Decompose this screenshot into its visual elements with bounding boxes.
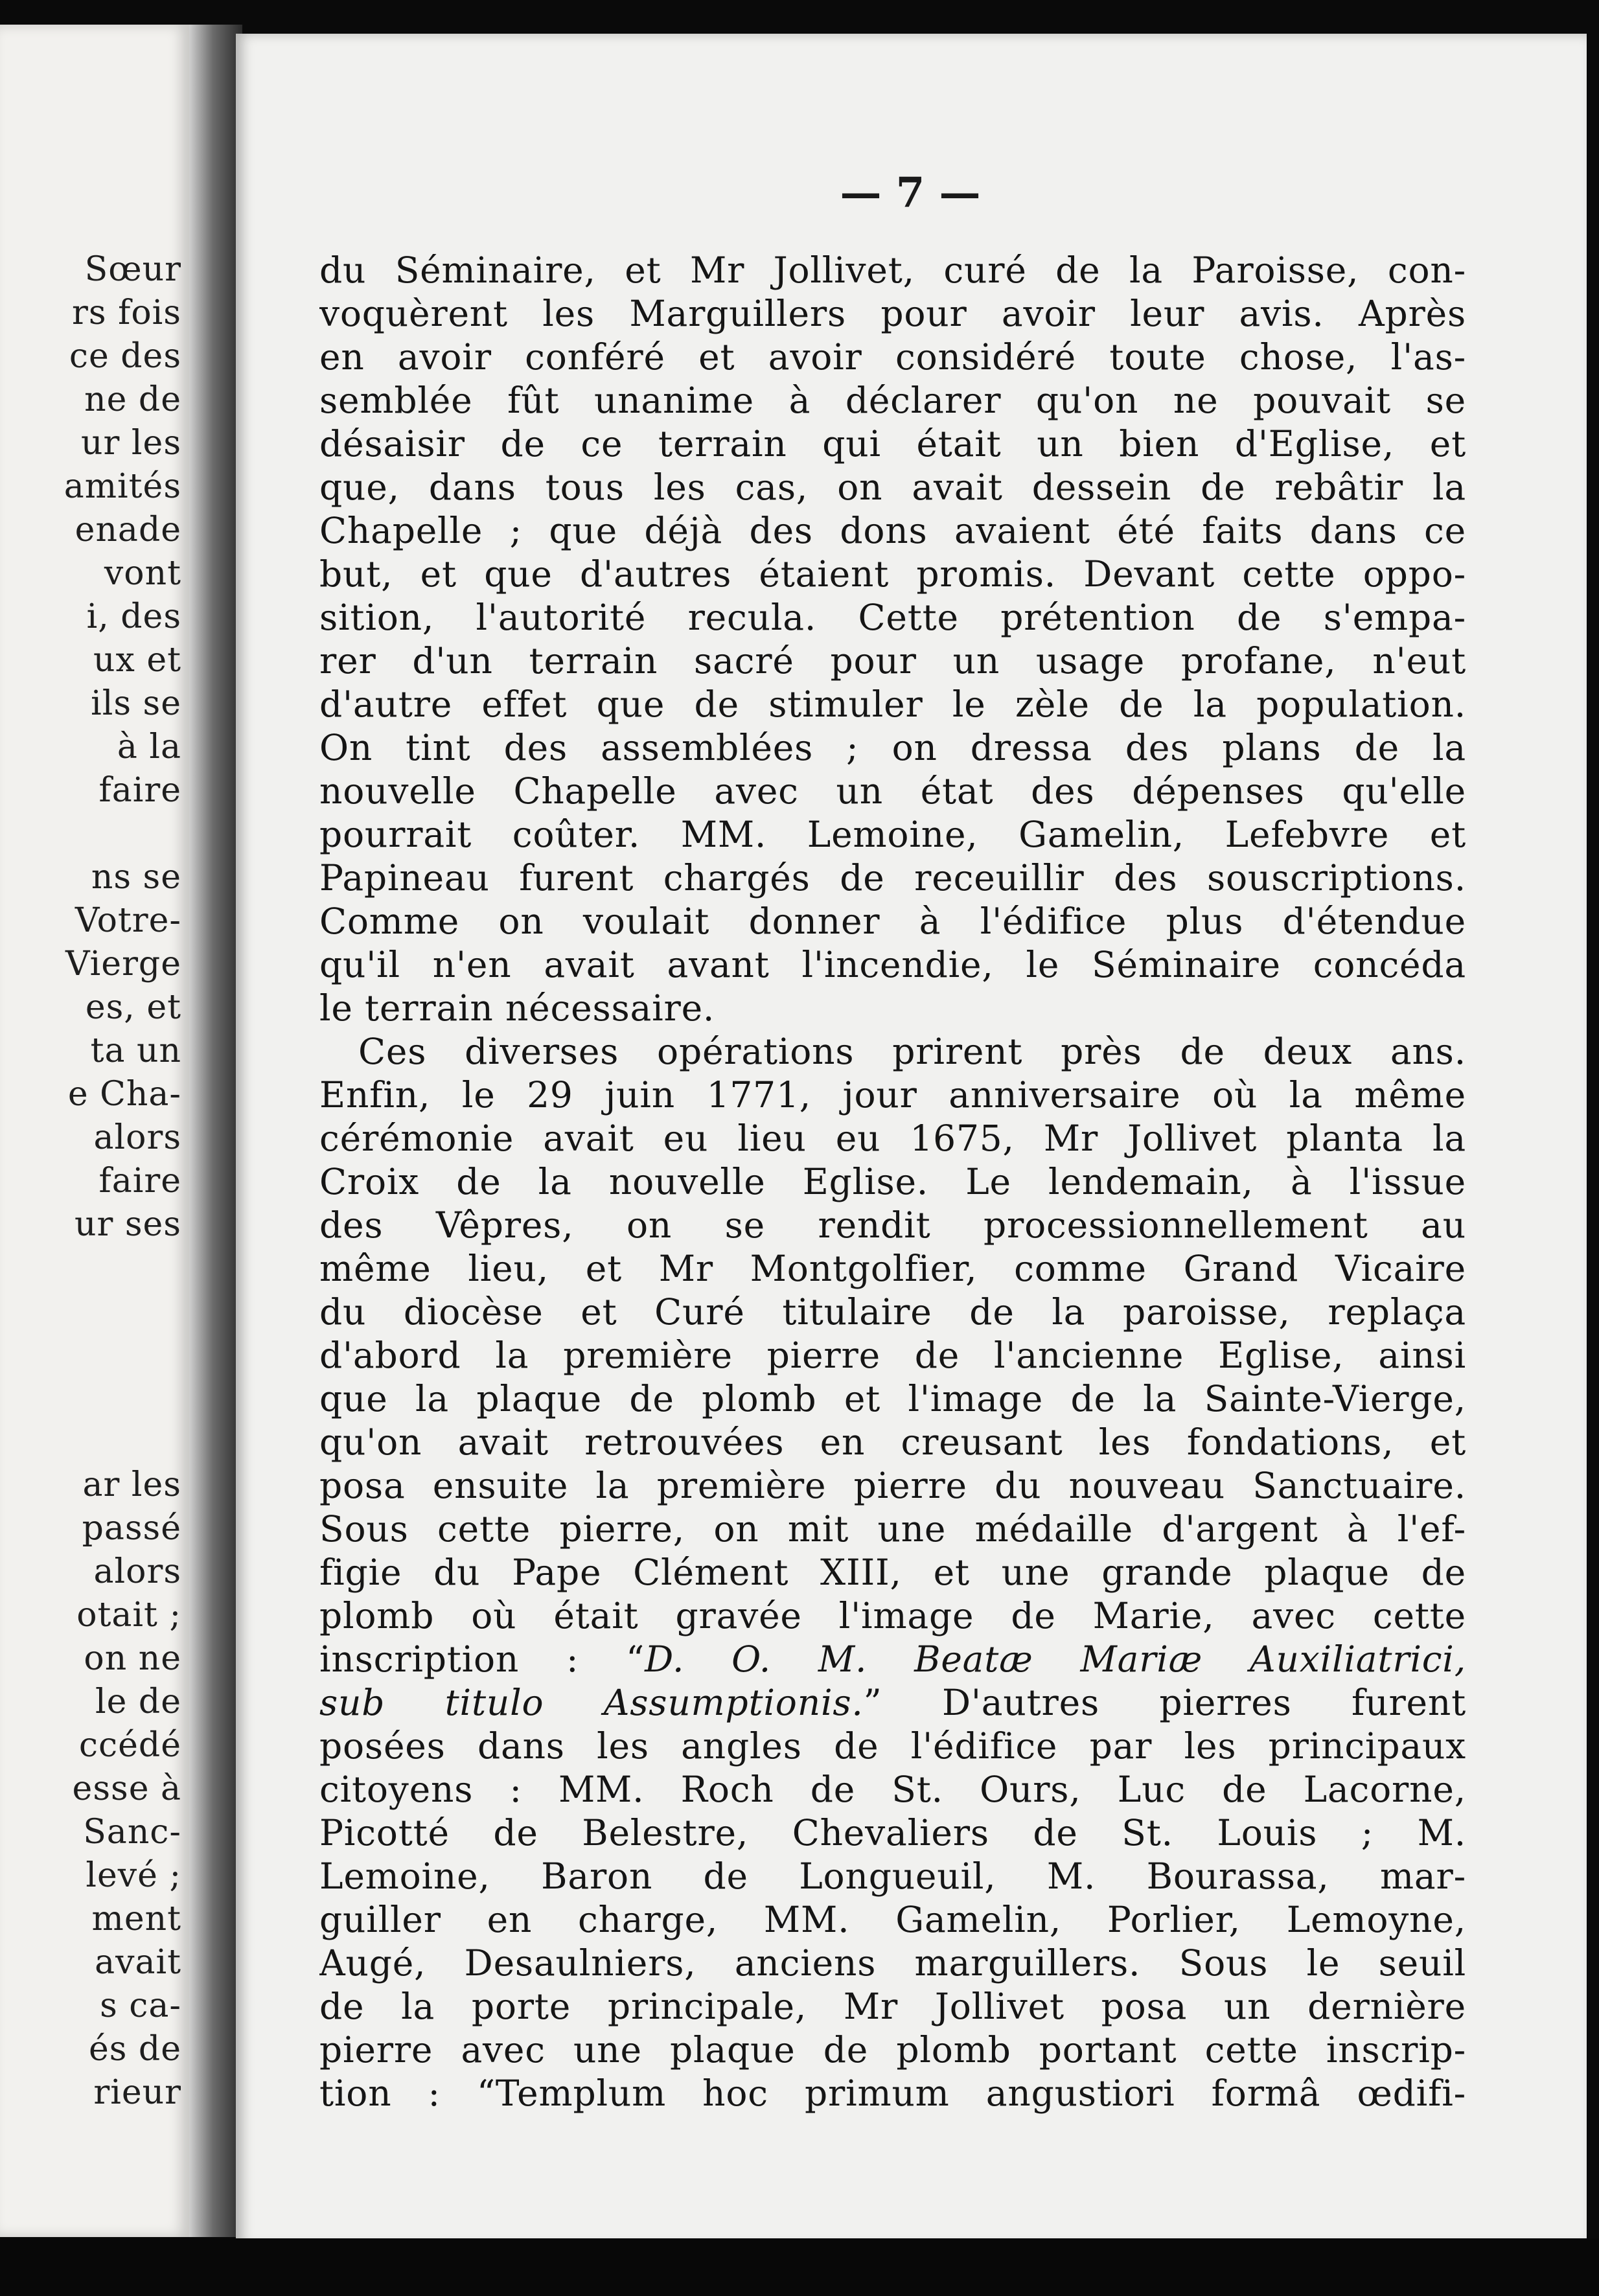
left-page-fragment: és de <box>88 2030 181 2069</box>
left-page-fragment: amités <box>63 467 181 506</box>
text-line: même lieu, et Mr Montgolfier, comme Grand Vicaire <box>319 1248 1466 1289</box>
text-line: des Vêpres, on se rendit processionnellement au <box>319 1204 1466 1246</box>
text-line: qu'il n'en avait avant l'incendie, le Séminaire concéda <box>319 944 1466 985</box>
text-line: Lemoine, Baron de Longueuil, M. Bourassa, mar- <box>319 1855 1466 1897</box>
left-page-fragment: Sœur <box>84 250 181 289</box>
text-line: cérémonie avait eu lieu eu 1675, Mr Jollivet planta la <box>319 1118 1466 1159</box>
left-page-fragment: Sanc- <box>83 1813 181 1852</box>
left-page-edge <box>0 25 189 2237</box>
left-page-fragment: Vierge <box>65 945 181 983</box>
text-line: posa ensuite la première pierre du nouveau Sanctuaire. <box>319 1465 1466 1506</box>
left-page-fragment: alors <box>93 1552 181 1591</box>
text-line: figie du Pape Clément XIII, et une grande plaque de <box>319 1552 1466 1593</box>
text-line: Chapelle ; que déjà des dons avaient été faits dans ce <box>319 510 1466 551</box>
left-page-fragment: faire <box>98 771 181 810</box>
left-page-fragment: ta un <box>90 1031 181 1070</box>
text-line: d'autre effet que de stimuler le zèle de la population. <box>319 683 1466 725</box>
left-page-fragment: s ca- <box>100 1986 181 2025</box>
paragraph-start-line: Ces diverses opérations prirent près de deux ans. <box>358 1031 1466 1072</box>
inscription-line-2 <box>319 1681 1466 1725</box>
inscription-line-1 <box>319 1638 1466 1681</box>
left-page-fragment: ccédé <box>78 1726 181 1765</box>
text-line: guiller en charge, MM. Gamelin, Porlier, Lemoyne, <box>319 1899 1466 1940</box>
left-page-fragment: avait <box>95 1943 181 1982</box>
paragraph-end-line: le terrain nécessaire. <box>319 987 715 1029</box>
left-page-fragment: ur les <box>81 424 181 463</box>
text-line: On tint des assemblées ; on dressa des plans de la <box>319 727 1466 768</box>
text-line: Enfin, le 29 juin 1771, jour anniversaire où la même <box>319 1074 1466 1116</box>
left-page-fragment: faire <box>98 1162 181 1200</box>
scan-bottom-edge <box>0 2238 1599 2296</box>
text-line: qu'on avait retrouvées en creusant les fondations, et <box>319 1421 1466 1463</box>
text-line: plomb où était gravée l'image de Marie, avec cette <box>319 1595 1466 1636</box>
text-line: rer d'un terrain sacré pour un usage profane, n'eut <box>319 640 1466 682</box>
text-line: citoyens : MM. Roch de St. Ours, Luc de Lacorne, <box>319 1769 1466 1810</box>
text-line: posées dans les angles de l'édifice par les principaux <box>319 1725 1466 1767</box>
left-page-fragment: ment <box>91 1900 181 1938</box>
page-number: — 7 — <box>840 168 981 217</box>
left-page-fragment: alors <box>93 1118 181 1157</box>
text-line: tion : “Templum hoc primum angustiori formâ œdifi- <box>319 2072 1466 2114</box>
left-page-fragment: passé <box>82 1509 181 1548</box>
left-page-fragment: levé ; <box>86 1856 181 1895</box>
left-page-fragment: rs fois <box>72 293 181 332</box>
left-page-fragment: e Cha- <box>67 1075 181 1114</box>
latin-inscription-part-2: sub titulo Assumptionis. <box>319 1682 864 1723</box>
left-page-fragment: à la <box>117 728 181 766</box>
text-line: semblée fût unanime à déclarer qu'on ne pouvait se <box>319 380 1466 421</box>
left-page-fragment: ar les <box>82 1465 181 1504</box>
text-line: du diocèse et Curé titulaire de la paroisse, replaça <box>319 1291 1466 1333</box>
text-line: Sous cette pierre, on mit une médaille d'argent à l'ef- <box>319 1508 1466 1550</box>
text-line: voquèrent les Marguillers pour avoir leur avis. Après <box>319 293 1466 334</box>
text-line: Croix de la nouvelle Eglise. Le lendemain, à l'issue <box>319 1161 1466 1202</box>
left-page-fragment: vont <box>104 554 181 593</box>
left-page-fragment: ux et <box>93 641 181 680</box>
left-page-fragment: ns se <box>91 858 181 897</box>
left-page-fragment: ce des <box>69 337 181 376</box>
left-page-fragment: Votre- <box>75 901 181 940</box>
text-line: Augé, Desaulniers, anciens marguillers. Sous le seuil <box>319 1942 1466 1984</box>
left-page-fragment: on ne <box>84 1639 181 1678</box>
inscription-after: ” D'autres pierres furent <box>863 1682 1466 1723</box>
text-line: but, et que d'autres étaient promis. Devant cette oppo- <box>319 553 1466 595</box>
left-page-fragment: le de <box>95 1682 181 1721</box>
text-line: pierre avec une plaque de plomb portant cette inscrip- <box>319 2029 1466 2071</box>
text-line: Picotté de Belestre, Chevaliers de St. Louis ; M. <box>319 1812 1466 1854</box>
inscription-intro: inscription : “ <box>319 1638 645 1680</box>
text-line: nouvelle Chapelle avec un état des dépenses qu'elle <box>319 770 1466 812</box>
left-page-fragment: es, et <box>85 988 181 1027</box>
left-page-fragment: enade <box>75 511 181 549</box>
text-line: pourrait coûter. MM. Lemoine, Gamelin, Lefebvre et <box>319 814 1466 855</box>
left-page-fragment: ne de <box>84 380 181 419</box>
left-page-fragment: esse à <box>72 1769 181 1808</box>
left-page-fragment: ils se <box>91 684 181 723</box>
left-page-fragment: i, des <box>86 597 181 636</box>
left-page-fragment: ur ses <box>74 1205 181 1244</box>
book-gutter <box>189 25 242 2237</box>
text-line: de la porte principale, Mr Jollivet posa un dernière <box>319 1986 1466 2027</box>
text-line: Comme on voulait donner à l'édifice plus d'étendue <box>319 901 1466 942</box>
text-line: Papineau furent chargés de receuillir des souscriptions. <box>319 857 1466 899</box>
left-page-fragment: rieur <box>93 2073 181 2112</box>
text-line: du Séminaire, et Mr Jollivet, curé de la Paroisse, con- <box>319 249 1466 291</box>
text-line: désaisir de ce terrain qui était un bien d'Eglise, et <box>319 423 1466 465</box>
text-line: d'abord la première pierre de l'ancienne Eglise, ainsi <box>319 1335 1466 1376</box>
body-text <box>319 249 1466 2115</box>
text-line: en avoir conféré et avoir considéré toute chose, l'as- <box>319 336 1466 378</box>
text-line: que, dans tous les cas, on avait dessein de rebâtir la <box>319 466 1466 508</box>
left-page-fragment: otait ; <box>76 1596 181 1635</box>
text-line: sition, l'autorité recula. Cette prétention de s'empa- <box>319 597 1466 638</box>
text-line: que la plaque de plomb et l'image de la Sainte-Vierge, <box>319 1378 1466 1419</box>
latin-inscription-part-1: D. O. M. Beatæ Mariæ Auxiliatrici, <box>645 1638 1466 1680</box>
